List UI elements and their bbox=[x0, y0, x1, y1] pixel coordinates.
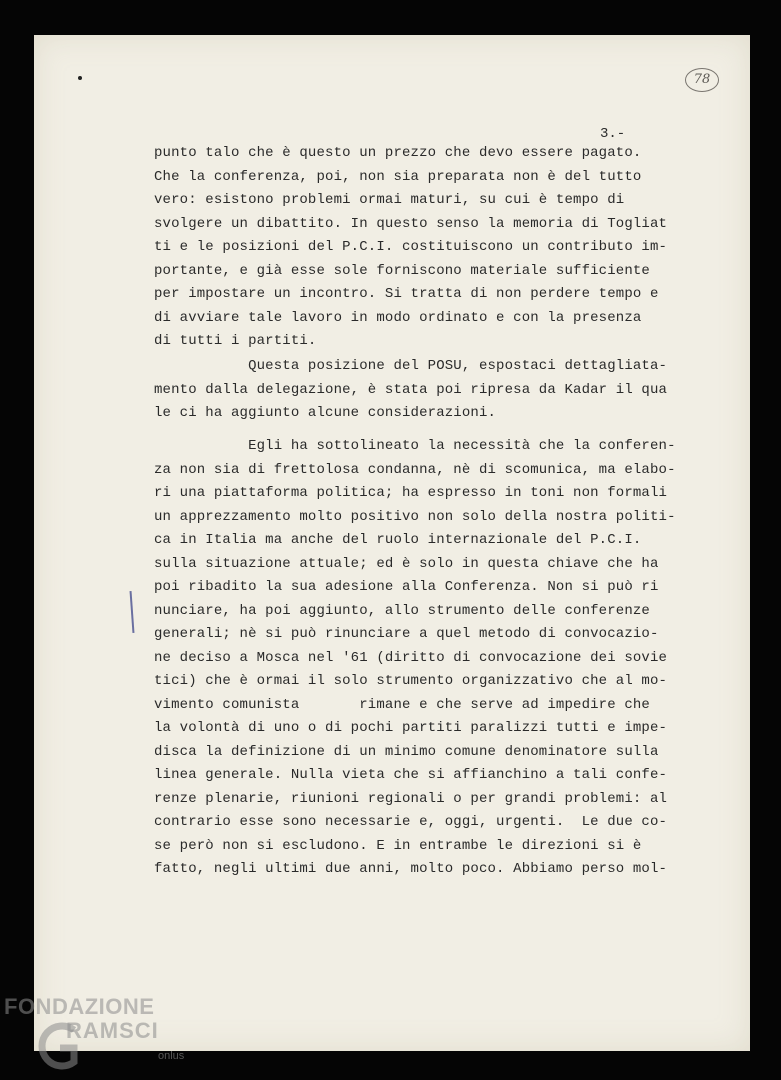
text-line: vero: esistono problemi ormai maturi, su cui è tempo di bbox=[154, 192, 625, 208]
text-line: sulla situazione attuale; ed è solo in questa chiave che ha bbox=[154, 555, 659, 572]
fondazione-gramsci-watermark bbox=[4, 994, 204, 1074]
text-line: mento dalla delegazione, è stata poi ripresa da Kadar il qua bbox=[154, 381, 668, 398]
text-line: vimento comunista rimane e che serve ad impedire che bbox=[154, 696, 650, 713]
typewritten-page bbox=[34, 35, 750, 1051]
text-line: Che la conferenza, poi, non sia preparata non è del tutto bbox=[154, 168, 642, 185]
text-line: ne deciso a Mosca nel '61 (diritto di convocazione dei sovie bbox=[154, 649, 668, 666]
text-line: un apprezzamento molto positivo non solo della nostra politi- bbox=[154, 508, 676, 525]
text-line: renze plenarie, riunioni regionali o per grandi problemi: al bbox=[154, 790, 668, 807]
punch-hole bbox=[78, 76, 82, 80]
page-number: 3.- bbox=[600, 126, 626, 142]
text-line: la volontà di uno o di pochi partiti paralizzi tutti e impe- bbox=[154, 720, 668, 736]
text-line: contrario esse sono necessarie e, oggi, urgenti. Le due co- bbox=[154, 814, 668, 830]
archive-number-stamp: 78 bbox=[685, 68, 719, 92]
text-line: tici) che è ormai il solo strumento organizzativo che al mo- bbox=[154, 673, 668, 689]
text-line: disca la definizione di un minimo comune denominatore sulla bbox=[154, 743, 659, 760]
text-line: per impostare un incontro. Si tratta di non perdere tempo e bbox=[154, 286, 659, 302]
text-line: poi ribadito la sua adesione alla Conferenza. Non si può ri bbox=[154, 579, 659, 595]
text-line: fatto, negli ultimi due anni, molto poco. Abbiamo perso mol- bbox=[154, 861, 668, 877]
margin-pencil-mark bbox=[130, 591, 134, 633]
text-line: di tutti i partiti. bbox=[154, 333, 317, 349]
watermark-line-3: onlus bbox=[158, 1050, 185, 1062]
watermark-line-1: FONDAZIONE bbox=[4, 994, 155, 1019]
text-line: punto talo che è questo un prezzo che devo essere pagato. bbox=[154, 145, 642, 161]
watermark-line-2: RAMSCI bbox=[66, 1018, 159, 1043]
text-line: Egli ha sottolineato la necessità che la conferen- bbox=[154, 438, 676, 454]
text-line: di avviare tale lavoro in modo ordinato e con la presenza bbox=[154, 309, 642, 326]
text-line: za non sia di frettolosa condanna, nè di scomunica, ma elabo- bbox=[154, 461, 676, 478]
text-line: ri una piattaforma politica; ha espresso in toni non formali bbox=[154, 485, 668, 501]
text-line: generali; nè si può rinunciare a quel metodo di convocazio- bbox=[154, 626, 659, 642]
text-line: svolgere un dibattito. In questo senso la memoria di Togliat bbox=[154, 215, 668, 232]
text-line: le ci ha aggiunto alcune considerazioni. bbox=[154, 405, 497, 421]
text-line: ca in Italia ma anche del ruolo internazionale del P.C.I. bbox=[154, 532, 642, 548]
text-line: ti e le posizioni del P.C.I. costituiscono un contributo im- bbox=[154, 239, 668, 255]
text-line: Questa posizione del POSU, espostaci dettagliata- bbox=[154, 358, 668, 374]
text-line: portante, e già esse sole forniscono materiale sufficiente bbox=[154, 262, 650, 279]
text-line: nunciare, ha poi aggiunto, allo strumento delle conferenze bbox=[154, 602, 650, 619]
text-line: se però non si escludono. E in entrambe le direzioni si è bbox=[154, 837, 642, 854]
text-line: linea generale. Nulla vieta che si affianchino a tali confe- bbox=[154, 767, 668, 783]
